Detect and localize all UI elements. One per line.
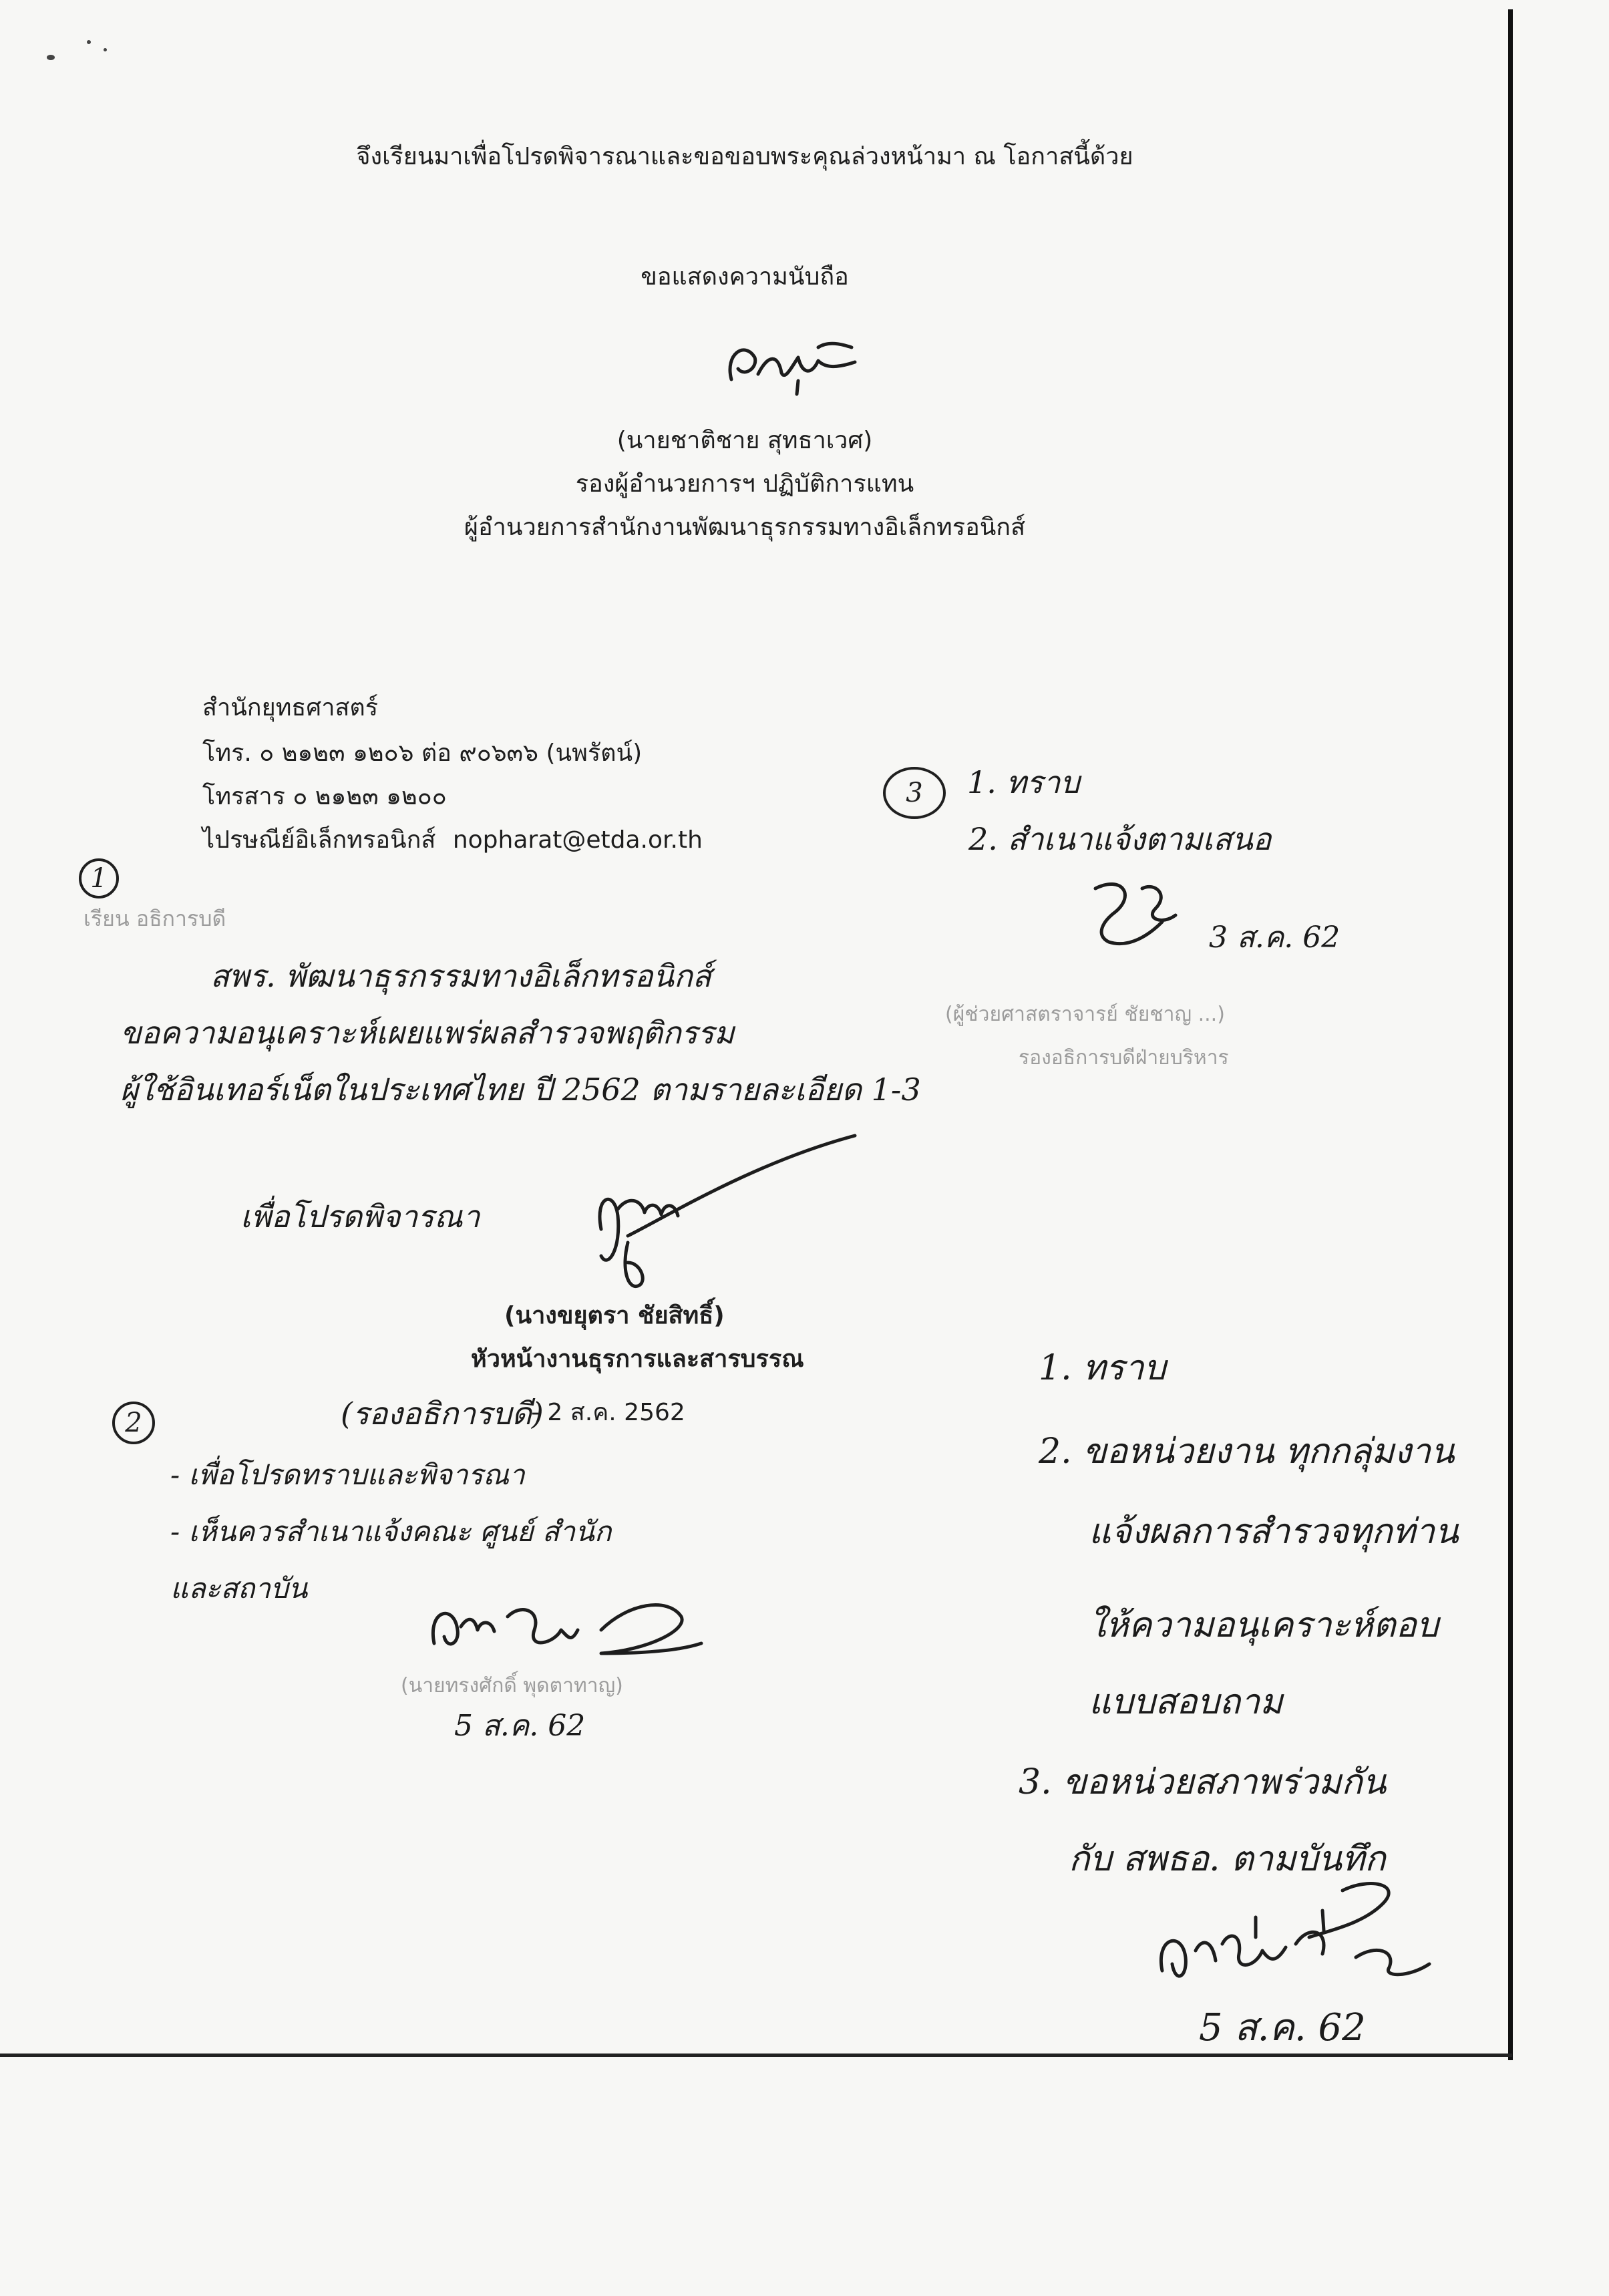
contact-email-line: [202, 820, 703, 858]
signer-name: (นายชาติชาย สุทธาเวศ): [616, 427, 873, 454]
note-1-signature: [588, 1136, 868, 1296]
note-2-signer-name: (นายทรงศักดิ์ พุดตาทาญ): [401, 1674, 623, 1697]
note-1-number: 1: [79, 858, 119, 898]
closing-request: จึงเรียนมาเพื่อโปรดพิจารณาและขอขอบพระคุณล่วงหน้ามา ณ โอกาสนี้ด้วย: [356, 143, 1133, 170]
note-2-lead: (รองอธิการบดี): [341, 1396, 544, 1432]
note-1-line-4: เพื่อโปรดพิจารณา: [240, 1198, 480, 1235]
note-2-signed-date: 5 ส.ค. 62: [454, 1709, 586, 1743]
note-4-line-2: 2. ขอหน่วยงาน ทุกกลุ่มงาน: [1039, 1432, 1455, 1472]
note-2-line-3: และสถาบัน: [170, 1572, 308, 1605]
note-2-line-2: - เห็นควรสำเนาแจ้งคณะ ศูนย์ สำนัก: [170, 1515, 612, 1548]
contact-fax: โทรสาร ๐ ๒๑๒๓ ๑๒๐๐: [202, 783, 447, 810]
note-3-line-2: 2. สำเนาแจ้งตามเสนอ: [968, 821, 1272, 857]
note-2-line-1: - เพื่อโปรดทราบและพิจารณา: [170, 1458, 525, 1491]
note-4-line-5: แบบสอบถาม: [1089, 1682, 1283, 1722]
scan-speck: [47, 55, 55, 60]
contact-email: nopharat@etda.or.th: [452, 826, 703, 854]
signer-position-1: รองผู้อำนวยการฯ ปฏิบัติการแทน: [575, 470, 914, 498]
note-3-signer-name: (ผู้ช่วยศาสตราจารย์ ชัยชาญ ...): [945, 1003, 1225, 1026]
note-2-date-stamp: - 2 ส.ค. 2562: [531, 1399, 685, 1426]
note-4-line-3: แจ้งผลการสำรวจทุกท่าน: [1089, 1512, 1459, 1552]
note-1-line-3: ผู้ใช้อินเทอร์เน็ตในประเทศไทย ปี 2562 ตามรายละเอียด 1-3: [120, 1072, 921, 1108]
contact-email-label: ไปรษณีย์อิเล็กทรอนิกส์: [202, 826, 436, 854]
contact-department: สำนักยุทธศาสตร์: [202, 694, 379, 721]
note-4-signed-date: 5 ส.ค. 62: [1199, 2006, 1366, 2049]
note-4-line-4: ให้ความอนุเคราะห์ตอบ: [1089, 1605, 1439, 1645]
note-4-line-1: 1. ทราบ: [1039, 1348, 1166, 1388]
note-3-signer-position: รองอธิการบดีฝ่ายบริหาร: [1019, 1046, 1229, 1070]
note-1-recipient-stamp: เรียน อธิการบดี: [83, 906, 226, 931]
scan-speck: [87, 40, 91, 44]
note-1-line-2: ขอความอนุเคราะห์เผยแพร่ผลสำรวจพฤติกรรม: [120, 1015, 735, 1051]
note-4-line-6: 3. ขอหน่วยสภาพร่วมกัน: [1019, 1762, 1387, 1802]
note-2-number: 2: [112, 1402, 155, 1444]
note-3-signature: [1082, 875, 1182, 955]
scan-speck: [104, 48, 107, 51]
note-1-signer-name: (นางขยุตรา ชัยสิทธิ์): [504, 1302, 725, 1329]
director-signature: [718, 327, 865, 401]
note-3-signed-date: 3 ส.ค. 62: [1209, 921, 1340, 955]
note-4-signature: [1155, 1877, 1469, 1991]
note-1-line-1: สพร. พัฒนาธุรกรรมทางอิเล็กทรอนิกส์: [210, 958, 711, 994]
signer-position-2: ผู้อำนวยการสำนักงานพัฒนาธุรกรรมทางอิเล็กทรอนิกส์: [464, 514, 1026, 541]
note-3-line-1: 1. ทราบ: [967, 764, 1080, 800]
note-2-signature: [427, 1590, 708, 1663]
note-1-signer-position: หัวหน้างานธุรการและสารบรรณ: [471, 1345, 804, 1373]
regards: ขอแสดงความนับถือ: [641, 263, 849, 291]
scan-border-right: [1508, 9, 1513, 2060]
note-4-line-7: กับ สพธอ. ตามบันทึก: [1069, 1839, 1386, 1879]
contact-phone: โทร. ๐ ๒๑๒๓ ๑๒๐๖ ต่อ ๙๐๖๓๖ (นพรัตน์): [202, 740, 643, 767]
note-3-number: 3: [883, 767, 946, 819]
